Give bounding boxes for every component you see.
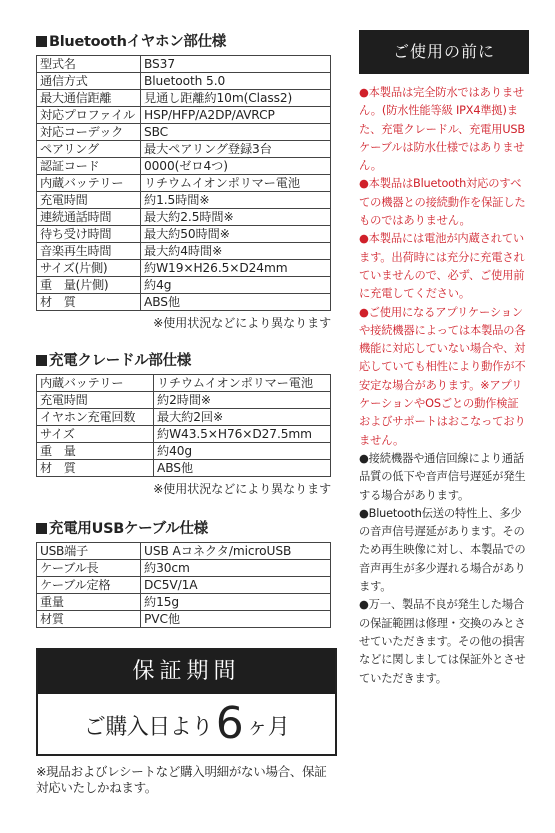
spec-value: 約W43.5×H76×D27.5mm xyxy=(154,426,331,443)
spec-value: 最大ペアリング登録3台 xyxy=(141,141,331,158)
notice-item: ●本製品は完全防水ではありません。(防水性能等級 IPX4準拠)また、充電クレードル、充電用USBケーブルは防水仕様ではありません。 xyxy=(359,86,525,173)
spec-value: 約40g xyxy=(154,443,331,460)
warranty-suffix: ヶ月 xyxy=(246,715,290,740)
spec-value: ABS他 xyxy=(141,294,331,311)
warranty-number: 6 xyxy=(215,698,244,749)
notice-item: ●本製品はBluetooth対応のすべての機器との接続動作を保証したものではありません。 xyxy=(359,177,526,228)
spec-value: リチウムイオンポリマー電池 xyxy=(141,175,331,192)
spec-key: 最大通信距離 xyxy=(37,90,141,107)
spec-key: 型式名 xyxy=(37,56,141,73)
square-bullet-icon xyxy=(36,36,47,47)
spec-key: 充電時間 xyxy=(37,392,154,409)
spec-key: 連続通話時間 xyxy=(37,209,141,226)
spec-row xyxy=(37,577,331,594)
spec-row xyxy=(37,209,331,226)
spec-key: 音楽再生時間 xyxy=(37,243,141,260)
warranty-prefix: ご購入日より xyxy=(83,715,213,740)
spec-key: 材 質 xyxy=(37,294,141,311)
spec-value: USB Aコネクタ/microUSB xyxy=(141,543,331,560)
spec-row xyxy=(37,260,331,277)
spec-key: ケーブル長 xyxy=(37,560,141,577)
spec-key: 材質 xyxy=(37,611,141,628)
spec-value: 見通し距離約10m(Class2) xyxy=(141,90,331,107)
spec-row xyxy=(37,277,331,294)
spec-value: 約15g xyxy=(141,594,331,611)
spec-key: USB端子 xyxy=(37,543,141,560)
spec-value: 約W19×H26.5×D24mm xyxy=(141,260,331,277)
spec-row xyxy=(37,375,331,392)
warranty-box xyxy=(36,648,337,756)
spec-key: サイズ xyxy=(37,426,154,443)
warranty-period xyxy=(38,694,335,754)
spec-value: 約1.5時間※ xyxy=(141,192,331,209)
spec-row xyxy=(37,392,331,409)
spec-row xyxy=(37,226,331,243)
spec-value: 約30cm xyxy=(141,560,331,577)
spec-key: サイズ(片側) xyxy=(37,260,141,277)
spec-row xyxy=(37,611,331,628)
spec-key: 材 質 xyxy=(37,460,154,477)
spec-key: 内蔵バッテリー xyxy=(37,375,154,392)
notice-item: ●接続機器や通信回線により通話品質の低下や音声信号遅延が発生する場合があります。 xyxy=(359,451,526,502)
spec-value: 約2時間※ xyxy=(154,392,331,409)
spec-value: 約4g xyxy=(141,277,331,294)
spec-row xyxy=(37,460,331,477)
square-bullet-icon xyxy=(36,523,47,534)
notice-item: ●ご使用になるアプリケーションや接続機器によっては本製品の各機能に対応していない場合や、対応していても相性により動作が不安定な場合があります。※アプリケーションやOSごとの動作検証およびサポートはおこなっておりません。 xyxy=(359,305,526,447)
spec-value: ABS他 xyxy=(154,460,331,477)
spec-value: リチウムイオンポリマー電池 xyxy=(154,375,331,392)
spec-row xyxy=(37,426,331,443)
spec-key: ケーブル定格 xyxy=(37,577,141,594)
cradle-spec-table xyxy=(36,374,331,477)
notice-item: ●本製品には電池が内蔵されています。出荷時には充分に充電されていませんので、必ず、ご使用前に充電してください。 xyxy=(359,232,525,301)
spec-key: 通信方式 xyxy=(37,73,141,90)
spec-value: BS37 xyxy=(141,56,331,73)
notice-column xyxy=(359,30,529,688)
spec-key: 認証コード xyxy=(37,158,141,175)
spec-value: SBC xyxy=(141,124,331,141)
spec-key: 対応プロファイル xyxy=(37,107,141,124)
spec-value: Bluetooth 5.0 xyxy=(141,73,331,90)
spec-key: ペアリング xyxy=(37,141,141,158)
spec-column xyxy=(36,30,331,796)
spec-key: 対応コーデック xyxy=(37,124,141,141)
spec-key: 重 量 xyxy=(37,443,154,460)
cable-spec-title-text: 充電用USBケーブル仕様 xyxy=(49,521,208,537)
notice-heading: ご使用の前に xyxy=(359,30,529,74)
spec-value: 最大約2.5時間※ xyxy=(141,209,331,226)
cradle-spec-note: ※使用状況などにより異なります xyxy=(153,482,331,496)
spec-value: PVC他 xyxy=(141,611,331,628)
spec-row xyxy=(37,107,331,124)
spec-row xyxy=(37,158,331,175)
spec-row xyxy=(37,73,331,90)
spec-row xyxy=(37,594,331,611)
cradle-spec-title-text: 充電クレードル部仕様 xyxy=(49,353,191,369)
spec-key: 重 量(片側) xyxy=(37,277,141,294)
spec-value: 最大約2回※ xyxy=(154,409,331,426)
spec-key: 内蔵バッテリー xyxy=(37,175,141,192)
spec-row xyxy=(37,243,331,260)
spec-value: 0000(ゼロ4つ) xyxy=(141,158,331,175)
spec-row xyxy=(37,141,331,158)
spec-row xyxy=(37,192,331,209)
spec-value: HSP/HFP/A2DP/AVRCP xyxy=(141,107,331,124)
spec-row xyxy=(37,56,331,73)
spec-key: 待ち受け時間 xyxy=(37,226,141,243)
spec-key: 充電時間 xyxy=(37,192,141,209)
spec-value: DC5V/1A xyxy=(141,577,331,594)
spec-row xyxy=(37,124,331,141)
spec-key: 重量 xyxy=(37,594,141,611)
spec-row xyxy=(37,294,331,311)
earphone-spec-title xyxy=(36,30,331,51)
notice-item: ●Bluetooth伝送の特性上、多少の音声信号遅延があります。そのため再生映像に対し、本製品での音声再生が多少遅れる場合があります。 xyxy=(359,506,526,594)
spec-key: イヤホン充電回数 xyxy=(37,409,154,426)
notice-item: ●万一、製品不良が発生した場合の保証範囲は修理・交換のみとさせていただきます。その他の損害などに関しましては保証外とさせていただきます。 xyxy=(359,598,526,685)
cradle-spec-title xyxy=(36,349,331,370)
spec-row xyxy=(37,543,331,560)
spec-row xyxy=(37,90,331,107)
spec-value: 最大約4時間※ xyxy=(141,243,331,260)
spec-row xyxy=(37,560,331,577)
spec-row xyxy=(37,443,331,460)
spec-value: 最大約50時間※ xyxy=(141,226,331,243)
earphone-spec-title-text: Bluetoothイヤホン部仕様 xyxy=(49,34,226,50)
notice-list xyxy=(359,84,529,688)
cable-spec-table xyxy=(36,542,331,628)
warranty-heading: 保証期間 xyxy=(38,650,335,694)
spec-row xyxy=(37,175,331,192)
spec-row xyxy=(37,409,331,426)
square-bullet-icon xyxy=(36,355,47,366)
warranty-note: ※現品およびレシートなど購入明細がない場合、保証対応いたしかねます。 xyxy=(36,764,327,795)
earphone-spec-table xyxy=(36,55,331,311)
cable-spec-title xyxy=(36,517,331,538)
earphone-spec-note: ※使用状況などにより異なります xyxy=(153,316,331,330)
